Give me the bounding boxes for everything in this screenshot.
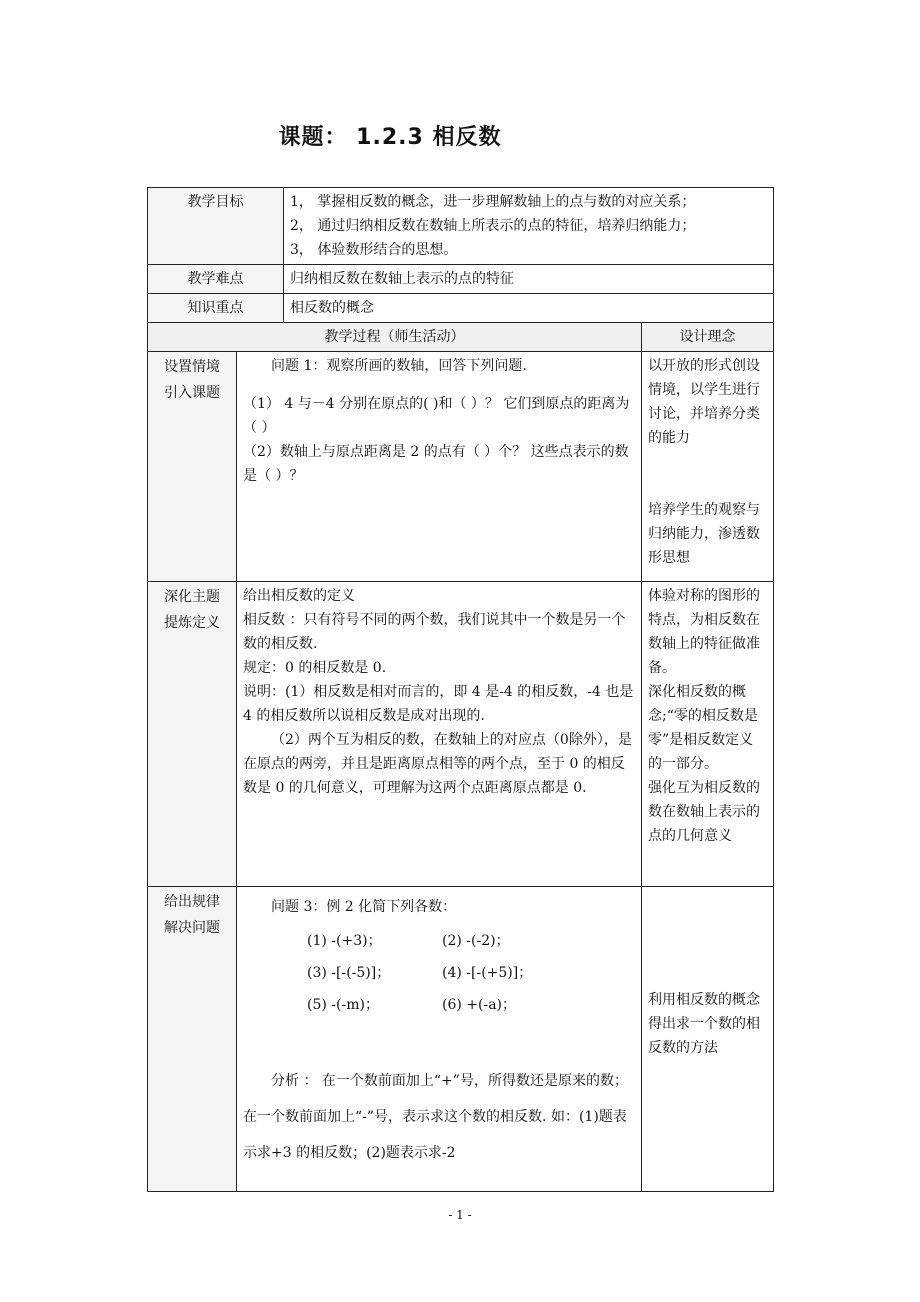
difficulty-row [148, 265, 774, 294]
process-column-header: 教学过程（师生活动） [148, 323, 642, 352]
definition-rule: 规定：0 的相反数是 0. [243, 660, 387, 676]
section-1-label [148, 352, 237, 582]
question-3-intro: 问题 3：例 2 化简下列各数： [271, 899, 457, 915]
definition-intro: 给出相反数的定义 [243, 588, 355, 604]
section-1-label-line: 引入课题 [164, 385, 220, 401]
section-1-row [148, 352, 774, 582]
exercise-item: (4) -[-(+5)]； [442, 965, 533, 981]
definition-note-1: 说明：(1）相反数是相对而言的，即 4 是-4 的相反数，-4 也是 4 的相反数所以说相反数是成对出现的. [243, 684, 634, 724]
exercise-row [243, 961, 635, 985]
goal-item: 1， 掌握相反数的概念，进一步理解数轴上的点与数的对应关系； [290, 194, 696, 210]
exercise-row [243, 993, 635, 1017]
section-2-design [642, 582, 774, 887]
column-header-row [148, 323, 774, 352]
goal-item: 2， 通过归纳相反数在数轴上所表示的点的特征，培养归纳能力； [290, 218, 696, 234]
key-point-text: 相反数的概念 [284, 294, 774, 323]
section-2-row [148, 582, 774, 887]
section-3-label-line: 解决问题 [164, 920, 220, 936]
design-note: 深化相反数的概念;“零的相反数是零”是相反数定义的一部分。 [648, 684, 758, 772]
exercise-item: (2) -(-2)； [442, 933, 510, 949]
key-point-label: 知识重点 [148, 294, 284, 323]
section-2-label-line: 提炼定义 [164, 615, 220, 631]
section-3-row [148, 887, 774, 1192]
section-2-content [237, 582, 642, 887]
section-3-label [148, 887, 237, 1192]
difficulty-text: 归纳相反数在数轴上表示的点的特征 [284, 265, 774, 294]
goal-item: 3， 体验数形结合的思想。 [290, 242, 458, 258]
difficulty-label: 教学难点 [148, 265, 284, 294]
section-3-design [642, 887, 774, 1192]
design-note: 体验对称的图形的特点，为相反数在数轴上的特征做准备。 [648, 588, 760, 676]
page-number: - 1 - [448, 1208, 472, 1222]
section-3-content [237, 887, 642, 1192]
goals-label: 教学目标 [148, 188, 284, 265]
goals-row [148, 188, 774, 265]
design-note: 强化互为相反数的数在数轴上表示的点的几何意义 [648, 780, 760, 844]
design-note: 利用相反数的概念得出求一个数的相反数的方法 [648, 992, 760, 1056]
design-column-header: 设计理念 [642, 323, 774, 352]
question-1-part-1: （1） 4 与－4 分别在原点的( )和（ ）？ 它们到原点的距离为（ ） [243, 396, 630, 436]
section-1-label-line: 设置情境 [164, 359, 220, 375]
exercise-item: (5) -(-m)； [307, 997, 379, 1013]
lesson-plan-table [147, 187, 774, 1192]
analysis-text: 分析 ： 在一个数前面加上“+”号，所得数还是原来的数；在一个数前面加上“-”号，表示求这个数的相反数. 如：(1)题表示求+3 的相反数；(2)题表示求-2 [243, 1073, 628, 1161]
page-title: 课题： 1.2.3 相反数 [278, 125, 502, 150]
section-2-label-line: 深化主题 [164, 589, 220, 605]
section-1-content [237, 352, 642, 582]
goals-content [284, 188, 774, 265]
definition-note-2: （2）两个互为相反的数，在数轴上的对应点（0除外），是在原点的两旁，并且是距离原点相等的两个点，至于 0 的相反数是 0 的几何意义，可理解为这两个点距离原点都是 0. [243, 732, 632, 796]
section-2-label [148, 582, 237, 887]
exercise-row [243, 929, 635, 953]
design-note: 以开放的形式创设情境，以学生进行讨论，并培养分类的能力 [648, 358, 760, 446]
section-3-label-line: 给出规律 [164, 894, 220, 910]
design-note: 培养学生的观察与归纳能力，渗透数形思想 [648, 502, 760, 566]
exercise-item: (3) -[-(-5)]； [307, 965, 391, 981]
key-point-row [148, 294, 774, 323]
definition-text: 相反数 ：只有符号不同的两个数，我们说其中一个数是另一个数的相反数. [243, 612, 626, 652]
exercise-item: (1) -(+3)； [307, 933, 382, 949]
exercise-item: (6) +(-a)； [442, 997, 517, 1013]
question-1-part-2: （2）数轴上与原点距离是 2 的点有（ ）个？ 这些点表示的数是（ ）？ [243, 444, 629, 484]
question-1-intro: 问题 1：观察所画的数轴，回答下列问题. [271, 358, 527, 374]
section-1-design [642, 352, 774, 582]
